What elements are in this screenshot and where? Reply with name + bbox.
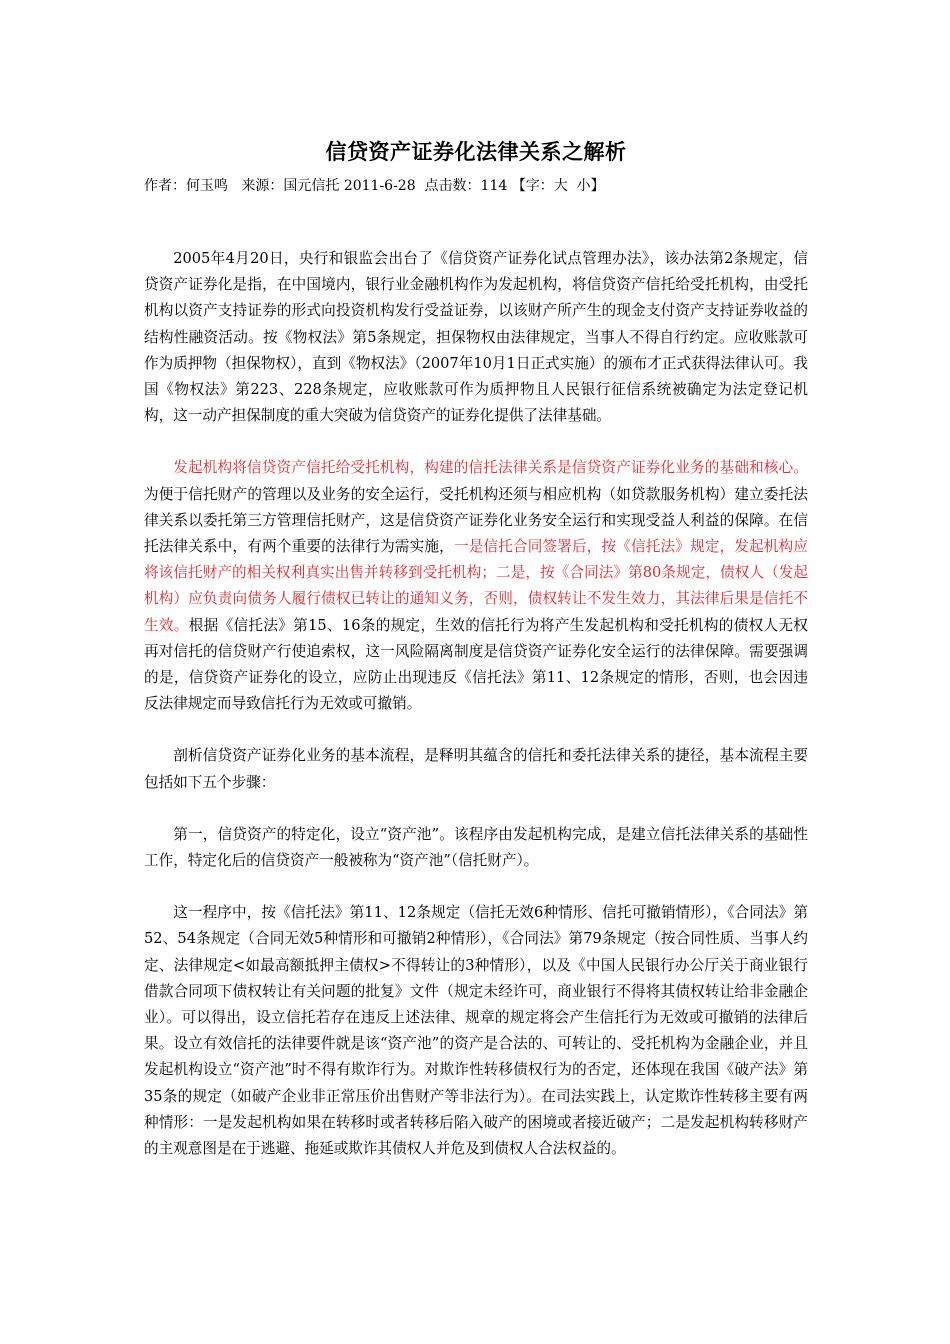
author-label: 作者： — [144, 178, 186, 194]
article-title: 信贷资产证券化法律关系之解析 — [325, 139, 627, 164]
paragraph-5: 这一程序中，按《信托法》第11、12条规定（信托无效6种情形、信托可撤销情形），《合同法》第52、54条规定（合同无效5种情形和可撤销2种情形），《合同法》第79条规定（按合同性质、当事人约定、法律规定<如最高额抵押主债权>不得转让的3种情形），以及《中国人民银行办公厅关于商业银行借款合同项下债权转让有关问题的批复》文件（规定未经许可，商业银行不得将其债权转让给非金融企业）。可以得出，设立信托若存在违反上述法律、规章的规定将会产生信托行为无效或可撤销的法律后果。设立有效信托的法律要件就是该“资产池”的资产是合法的、可转让的、受托机构为金融企业，并且发起机构设立“资产池”时不得有欺诈行为。对欺诈性转移债权行为的否定，还体现在我国《破产法》第35条的规定（如破产企业非正常压价出售财产等非法行为）。在司法实践上，认定欺诈性转移主要有两种情形：一是发起机构如果在转移时或者转移后陷入破产的困境或者接近破产；二是发起机构转移财产的主观意图是在于逃避、拖延或欺诈其债权人并危及到债权人合法权益的。 — [144, 904, 808, 1158]
clicks-count: 114 — [480, 178, 508, 194]
font-size-small-link[interactable]: 小】 — [576, 178, 605, 194]
paragraph-2-text-2: 根据《信托法》第15、16条的规定，生效的信托行为将产生发起机构和受托机构的债权人无权再对信托的信贷财产行使追索权，这一风险隔离制度是信贷资产证券化安全运行的法律保障。需要强调的是，信贷资产证券化的设立，应防止出现违反《信托法》第11、12条规定的情形，否则，也会因违反法律规定而导致信托行为无效或可撤销。 — [144, 616, 808, 713]
paragraph-3: 剖析信贷资产证券化业务的基本流程，是释明其蕴含的信托和委托法律关系的捷径，基本流程主要包括如下五个步骤： — [144, 747, 808, 791]
clicks-label: 点击数： — [424, 178, 481, 194]
paragraph-2-highlight-2: 一是信托合同签署后，按《信托法》规定，发起机构应将该信托财产的相关权利真实出售并转移到受托机构；二是，按《合同法》第80条规定，债权人（发起机构）应负责向债务人履行债权已转让的通知义务，否则，债权转让不发生效力，其法律后果是信托不生效。 — [144, 538, 808, 634]
font-size-open: 【字： — [511, 178, 554, 194]
article-meta — [144, 175, 808, 197]
publish-date: 2011-6-28 — [343, 178, 416, 194]
paragraph-2-text-1: 为便于信托财产的管理以及业务的安全运行，受托机构还须与相应机构（如贷款服务机构）建立委托法律关系以委托第三方管理信托财产，这是信贷资产证券化业务安全运行和实现受益人利益的保障。在信托法律关系中，有两个重要的法律行为需实施， — [144, 485, 808, 556]
article-body — [144, 246, 808, 1188]
paragraph-1: 2005年4月20日，央行和银监会出台了《信贷资产证券化试点管理办法》，该办法第2条规定，信贷资产证券化是指，在中国境内，银行业金融机构作为发起机构，将信贷资产信托给受托机构，由受托机构以资产支持证券的形式向投资机构发行受益证券，以该财产所产生的现金支付资产支持证券收益的结构性融资活动。按《物权法》第5条规定，担保物权由法律规定，当事人不得自行约定。应收账款可作为质押物（担保物权），直到《物权法》（2007年10月1日正式实施）的颁布才正式获得法律认可。我国《物权法》第223、228条规定，应收账款可作为质押物且人民银行征信系统被确定为法定登记机构，这一动产担保制度的重大突破为信贷资产的证券化提供了法律基础。 — [144, 250, 808, 425]
source-name: 国元信托 — [283, 178, 340, 194]
paragraph-4: 第一，信贷资产的特定化，设立“资产池”。该程序由发起机构完成，是建立信托法律关系的基础性工作，特定化后的信贷资产一般被称为“资产池”（信托财产）。 — [144, 825, 808, 870]
font-size-large-link[interactable]: 大 — [553, 178, 568, 194]
source-label: 来源： — [241, 178, 284, 194]
paragraph-2 — [144, 455, 808, 717]
paragraph-2-highlight-1: 发起机构将信贷资产信托给受托机构，构建的信托法律关系是信贷资产证券化业务的基础和核心。 — [173, 459, 808, 477]
author-name: 何玉鸣 — [186, 178, 228, 194]
